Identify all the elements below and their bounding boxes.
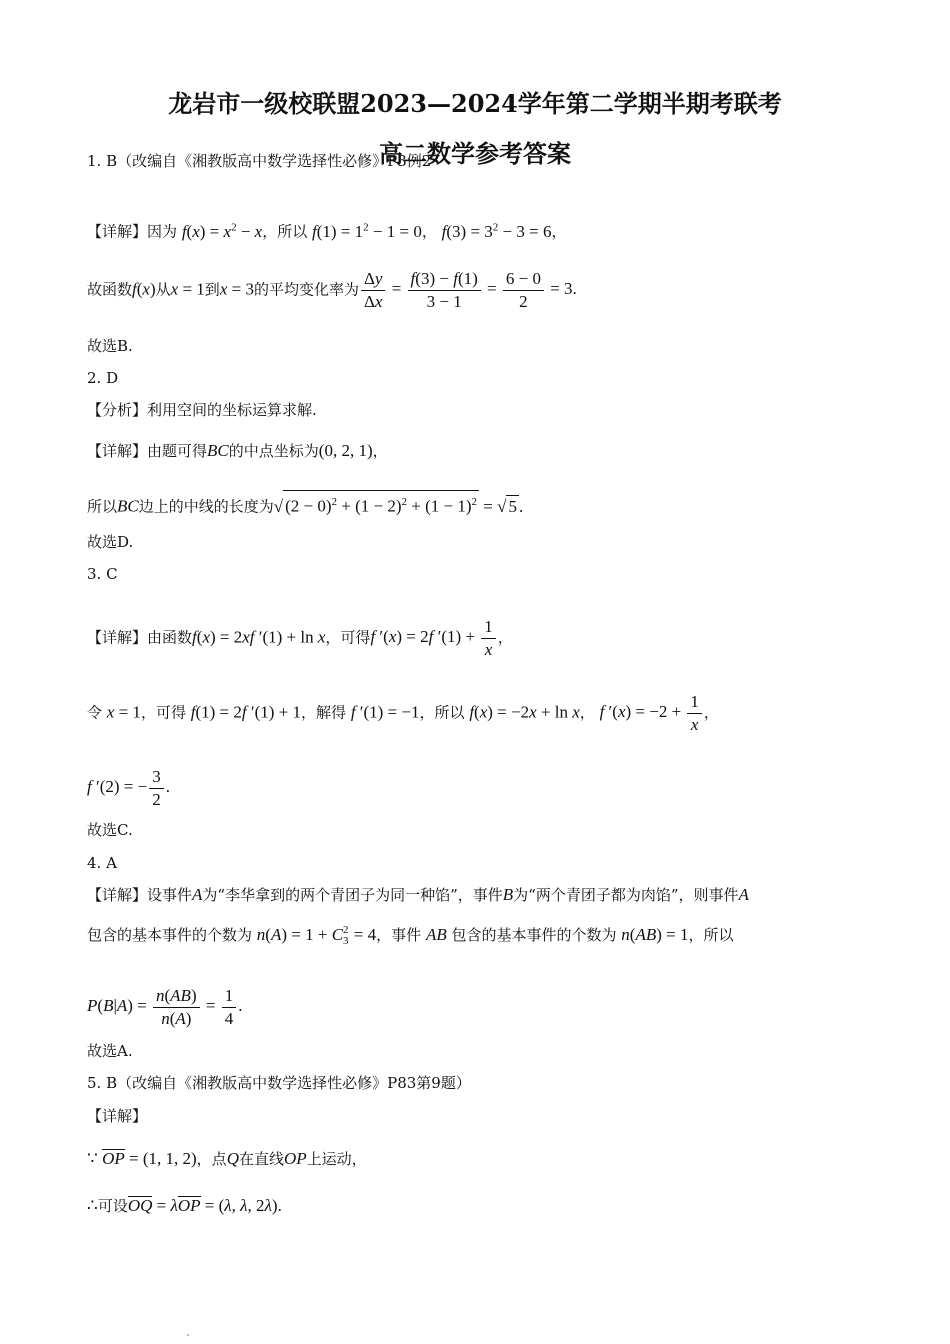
q3-formula: f ′(x) = 2f ′(1) + $\frac{1}{x}$ [370, 627, 497, 646]
q2-length-formula: √ $(2 - 0)^2 + (1 - 2)^2 + (1 - 1)^2$ = √ 5 . [274, 497, 523, 516]
q3-text: 由函数 [147, 628, 193, 647]
q2-detail-label: 【详解】 [87, 442, 148, 460]
q1-head: 1. B（改编自《湘教版高中数学选择性必修》P3例2 [87, 152, 432, 170]
q4-formula: n(A) = 1 + C 2 3 = 4 [256, 924, 377, 948]
q1-formula-f1: $f(1) = 1^2 - 1 = 0$ [312, 221, 422, 241]
page-title: 龙岩市一级校联盟2023—2024学年第二学期半期考联考 [168, 89, 782, 118]
q3-text: ， [497, 628, 513, 647]
q4-text: ，所以 [688, 926, 734, 944]
q2-length-line [87, 490, 523, 518]
q2-formula: BC [117, 496, 139, 516]
q3-formula: x = 1 [106, 702, 141, 722]
q5-text: ，点 [196, 1150, 227, 1168]
q4-formula: AB [425, 925, 447, 944]
q3-result-formula: f ′(2) = − $\frac{3}{2}$ . [87, 767, 170, 809]
q4-text: ，事件 [376, 926, 422, 944]
q3-text: ，解得 [301, 703, 347, 722]
q4-text: 包含的基本事件的个数为 [87, 926, 253, 944]
q2-analysis-label: 【分析】 [87, 401, 148, 419]
q1-rate-line [87, 268, 577, 313]
q5-text: 上运动， [306, 1150, 367, 1168]
q4-formula: B [502, 885, 514, 904]
q2-detail-line [87, 440, 388, 462]
q1-text: ，所以 [262, 222, 308, 241]
q4-count-line [87, 924, 734, 947]
q3-formula: f(x) = 2xf ′(1) + ln x [192, 627, 326, 647]
q3-result-line [87, 766, 170, 811]
q3-text: ，所以 [419, 703, 465, 722]
q4-detail-line [87, 884, 749, 906]
q1-text: 的平均变化率为 [253, 280, 359, 299]
q5-formula: OQ = λOP = (λ, λ, 2λ). [127, 1196, 282, 1215]
q5-text: 可设 [97, 1197, 128, 1215]
q2-text: 由题可得 [147, 442, 208, 460]
q2-formula: (0, 2, 1) [318, 441, 373, 460]
page-subtitle: 高二数学参考答案 [379, 139, 571, 168]
q4-formula: A [738, 885, 749, 904]
q2-analysis-text: 利用空间的坐标运算求解. [147, 401, 317, 419]
q3-formula: f(1) = 2f ′(1) + 1 [190, 702, 302, 722]
q3-text: ， [703, 703, 719, 722]
q3-formula: f ′(x) = −2 + $\frac{1}{x}$ [600, 702, 704, 721]
q4-text: 包含的基本事件的个数为 [451, 926, 617, 944]
q4-text: 为“两个青团子都为肉馅”，则事件 [513, 886, 739, 904]
q1-rate-formula: $\frac{\Delta y}{\Delta x}$ = $\frac{f(3) - f(1)}{3 - 1}$ = $\frac{6 - 0}{2}$ = 3. [359, 279, 577, 298]
q1-detail-label: 【详解】 [87, 222, 148, 241]
q5-formula: Q [226, 1149, 239, 1168]
q4-text: 设事件 [147, 886, 193, 904]
q4-formula: n(AB) = 1 [621, 925, 689, 944]
q4-probability-formula: P(B|A) = $\frac{n(AB)}{n(A)}$ = $\frac{1}{4}$ . [87, 986, 243, 1028]
q5-detail-label: 【详解】 [87, 1107, 148, 1125]
q4-probability-line [87, 985, 242, 1030]
q1-text: ， [551, 222, 567, 241]
q4-detail-label: 【详解】 [87, 886, 148, 904]
q5-formula: OP [283, 1149, 307, 1168]
q1-formula: x = 1 [170, 279, 205, 299]
q1-text: 从 [155, 280, 171, 299]
q2-formula: BC [207, 441, 229, 460]
q4-text: 为“李华拿到的两个青团子为同一种馅”，事件 [202, 886, 503, 904]
q1-text: ， [421, 222, 437, 241]
q4-conclusion: 故选A. [87, 1042, 133, 1060]
q3-solve-line [87, 691, 719, 736]
q1-conclusion: 故选B. [87, 337, 133, 355]
q1-text: 因为 [147, 222, 178, 241]
q1-formula: f(x) [132, 279, 156, 299]
q5-text: 在直线 [238, 1150, 284, 1168]
q4-formula: A [192, 885, 203, 904]
q3-text: ， [579, 703, 595, 722]
q5-head: 5. B（改编自《湘教版高中数学选择性必修》P83第9题） [87, 1074, 471, 1092]
q3-text: ，可得 [140, 703, 186, 722]
q2-analysis [87, 399, 317, 421]
q3-formula: f(x) = −2x + ln x [469, 702, 580, 722]
q5-formula: ∴ [87, 1196, 98, 1215]
q2-text: ， [372, 442, 388, 460]
q1-formula-f3: $f(3) = 3^2 - 3 = 6$ [441, 221, 552, 241]
q2-text: 的中点坐标为 [228, 442, 319, 460]
q1-formula: x = 3 [219, 279, 254, 299]
q4-head: 4. A [87, 854, 117, 872]
q3-detail-line [87, 616, 513, 661]
q2-text: 所以 [87, 497, 118, 516]
q1-formula-fx: $f(x) = x^2 - x$ [181, 221, 263, 241]
q3-text: 令 [87, 703, 103, 722]
q2-conclusion: 故选D. [87, 533, 134, 551]
q5-formula: ∵ OP = (1, 1, 2) [87, 1149, 197, 1168]
q3-detail-label: 【详解】 [87, 628, 148, 647]
q1-text: 到 [204, 280, 220, 299]
q3-text: ，可得 [325, 628, 371, 647]
footer-mark [187, 1334, 189, 1336]
q5-assume-line [87, 1195, 282, 1217]
q1-detail-line [87, 216, 567, 243]
q5-given-line [87, 1148, 367, 1170]
q3-head: 3. C [87, 565, 118, 583]
q3-conclusion: 故选C. [87, 821, 133, 839]
q2-text: 边上的中线的长度为 [138, 497, 274, 516]
q1-text: 故函数 [87, 280, 133, 299]
q3-formula: f ′(1) = −1 [350, 702, 420, 722]
q2-head: 2. D [87, 369, 119, 387]
